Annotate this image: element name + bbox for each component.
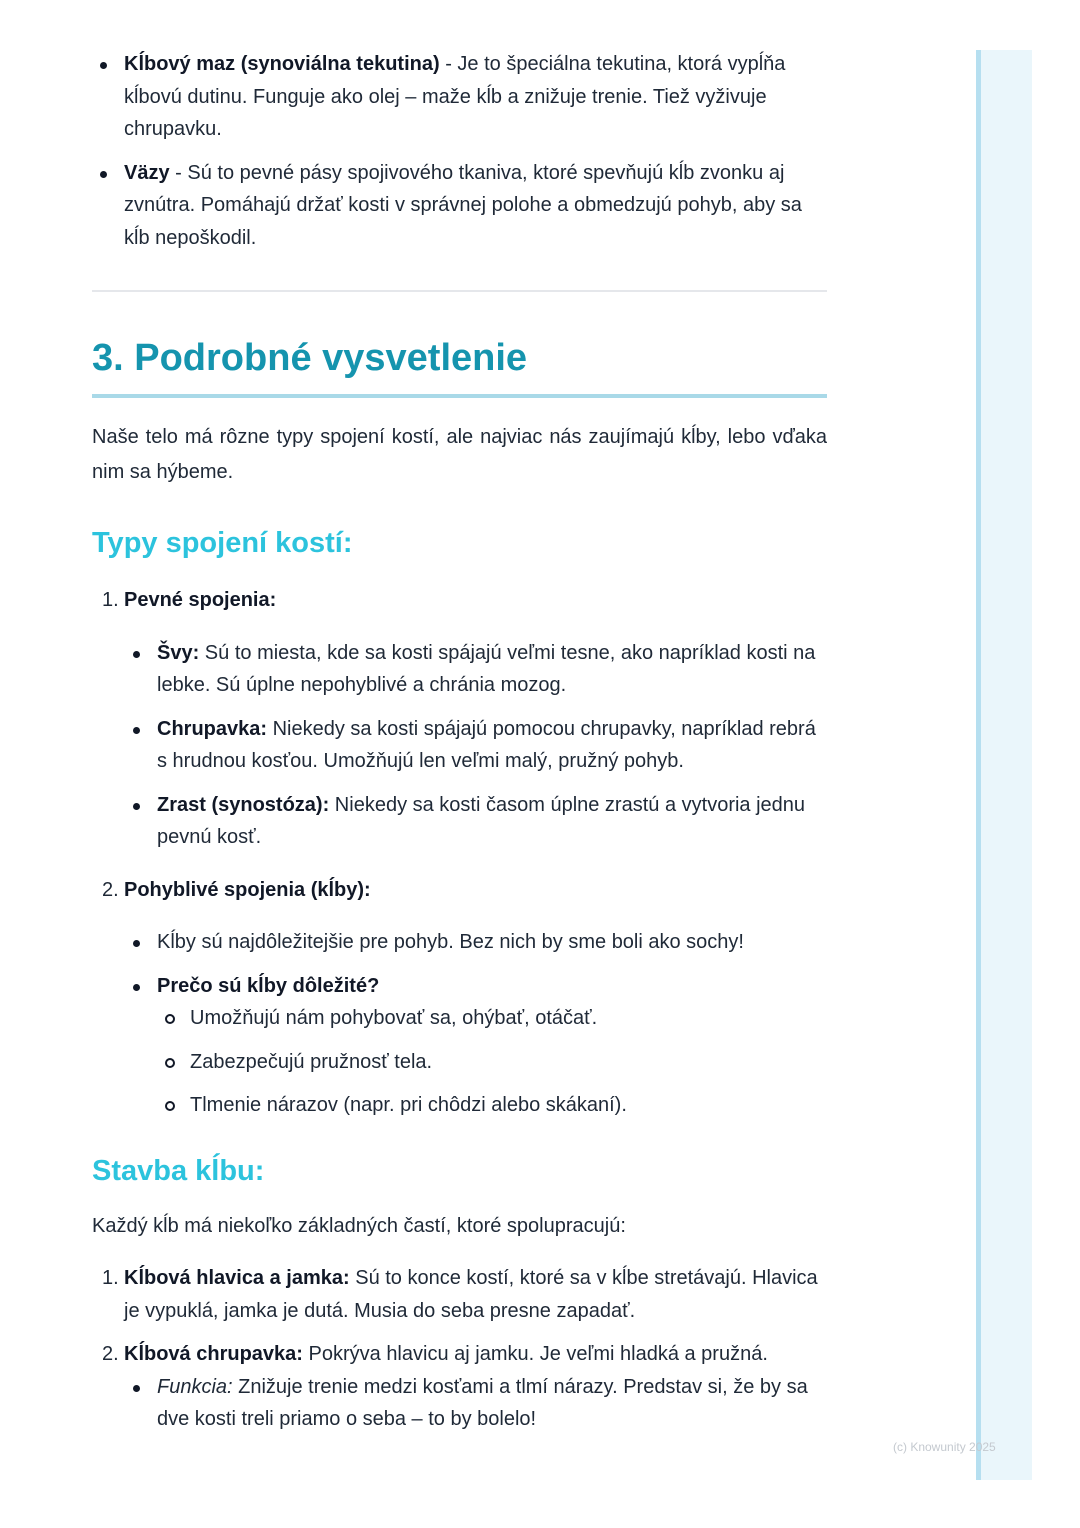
cartilage-function-list xyxy=(124,1371,827,1436)
list-item: Prečo sú kĺby dôležité? Umožňujú nám pohybovať sa, ohýbať, otáčať. Zabezpečujú pružnosť tela. Tlmenie nárazov (napr. pri chôdzi alebo skákaní). xyxy=(92,970,827,1122)
list-item: 1. Kĺbová hlavica a jamka: Sú to konce kostí, ktoré sa v kĺbe stretávajú. Hlavica je vypuklá, jamka je dutá. Musia do seba presne zapadať. xyxy=(102,1267,818,1322)
copyright-watermark: (c) Knowunity 2025 xyxy=(893,1440,996,1454)
list-item: Tlmenie nárazov (napr. pri chôdzi alebo skákaní). xyxy=(157,1089,827,1122)
section-divider xyxy=(92,290,827,292)
importance-list xyxy=(157,1002,827,1122)
list-item: 2. Pohyblivé spojenia (kĺby): Kĺby sú najdôležitejšie pre pohyb. Bez nich by sme boli ako sochy! Prečo sú kĺby dôležité? Umožňujú nám pohybovať sa, ohýbať, otáčať. Zabezpečujú pružnosť tela. Tlmenie nárazov (napr. pri chôdzi alebo skákaní). xyxy=(92,874,827,1122)
list-item: 1. Pevné spojenia: Švy: Sú to miesta, kde sa kosti spájajú veľmi tesne, ako napríklad kosti na lebke. Sú úplne nepohyblivé a chránia mozog. Chrupavka: Niekedy sa kosti spájajú pomocou chrupavky, napríklad rebrá s hrudnou kosťou. Umožňujú len veľmi malý, pružný pohyb. Zrast (synostóza): Niekedy sa kosti časom úplne zrastú a vytvoria jednu pevnú kosť. xyxy=(92,584,827,854)
build-intro: Každý kĺb má niekoľko základných častí, ktoré spolupracujú: xyxy=(92,1214,626,1237)
types-list xyxy=(92,584,827,1122)
movable-joints-list xyxy=(92,926,827,1122)
list-item: 2. Kĺbová chrupavka: Pokrýva hlavicu aj jamku. Je veľmi hladká a pružná. Funkcia: Znižuje trenie medzi kosťami a tlmí nárazy. Predstav si, že by sa dve kosti treli priamo o seba – to by bolelo! xyxy=(92,1338,827,1436)
list-item: Funkcia: Znižuje trenie medzi kosťami a tlmí nárazy. Predstav si, že by sa dve kosti treli priamo o seba – to by bolelo! xyxy=(124,1371,827,1436)
list-item: Kĺbový maz (synoviálna tekutina) - Je to špeciálna tekutina, ktorá vypĺňa kĺbovú dutinu. Funguje ako olej – maže kĺb a znižuje trenie. Tiež vyživuje chrupavku. xyxy=(92,48,827,146)
subheading-build: Stavba kĺbu: xyxy=(92,1154,265,1187)
fixed-joints-list xyxy=(92,637,827,854)
subheading-types: Typy spojení kostí: xyxy=(92,527,353,559)
list-item: Zrast (synostóza): Niekedy sa kosti časom úplne zrastú a vytvoria jednu pevnú kosť. xyxy=(92,789,827,854)
list-item: Umožňujú nám pohybovať sa, ohýbať, otáčať. xyxy=(157,1002,827,1035)
list-item: Chrupavka: Niekedy sa kosti spájajú pomocou chrupavky, napríklad rebrá s hrudnou kosťou. Umožňujú len veľmi malý, pružný pohyb. xyxy=(92,713,827,778)
list-item: Švy: Sú to miesta, kde sa kosti spájajú veľmi tesne, ako napríklad kosti na lebke. Sú úplne nepohyblivé a chránia mozog. xyxy=(92,637,827,702)
right-margin-panel xyxy=(976,50,1032,1480)
section-intro: Naše telo má rôzne typy spojení kostí, ale najviac nás zaujímajú kĺby, lebo vďaka nim sa hýbeme. xyxy=(92,426,827,483)
list-item: Zabezpečujú pružnosť tela. xyxy=(157,1046,827,1079)
components-list xyxy=(92,48,827,254)
list-item: Väzy - Sú to pevné pásy spojivového tkaniva, ktoré spevňujú kĺb zvonku aj zvnútra. Pomáhajú držať kosti v správnej polohe a obmedzujú pohyb, aby sa kĺb nepoškodil. xyxy=(92,157,827,255)
document-content xyxy=(92,48,827,1447)
section-title: 3. Podrobné vysvetlenie xyxy=(92,336,827,398)
list-item: Kĺby sú najdôležitejšie pre pohyb. Bez nich by sme boli ako sochy! xyxy=(92,926,827,959)
build-list xyxy=(92,1262,827,1436)
